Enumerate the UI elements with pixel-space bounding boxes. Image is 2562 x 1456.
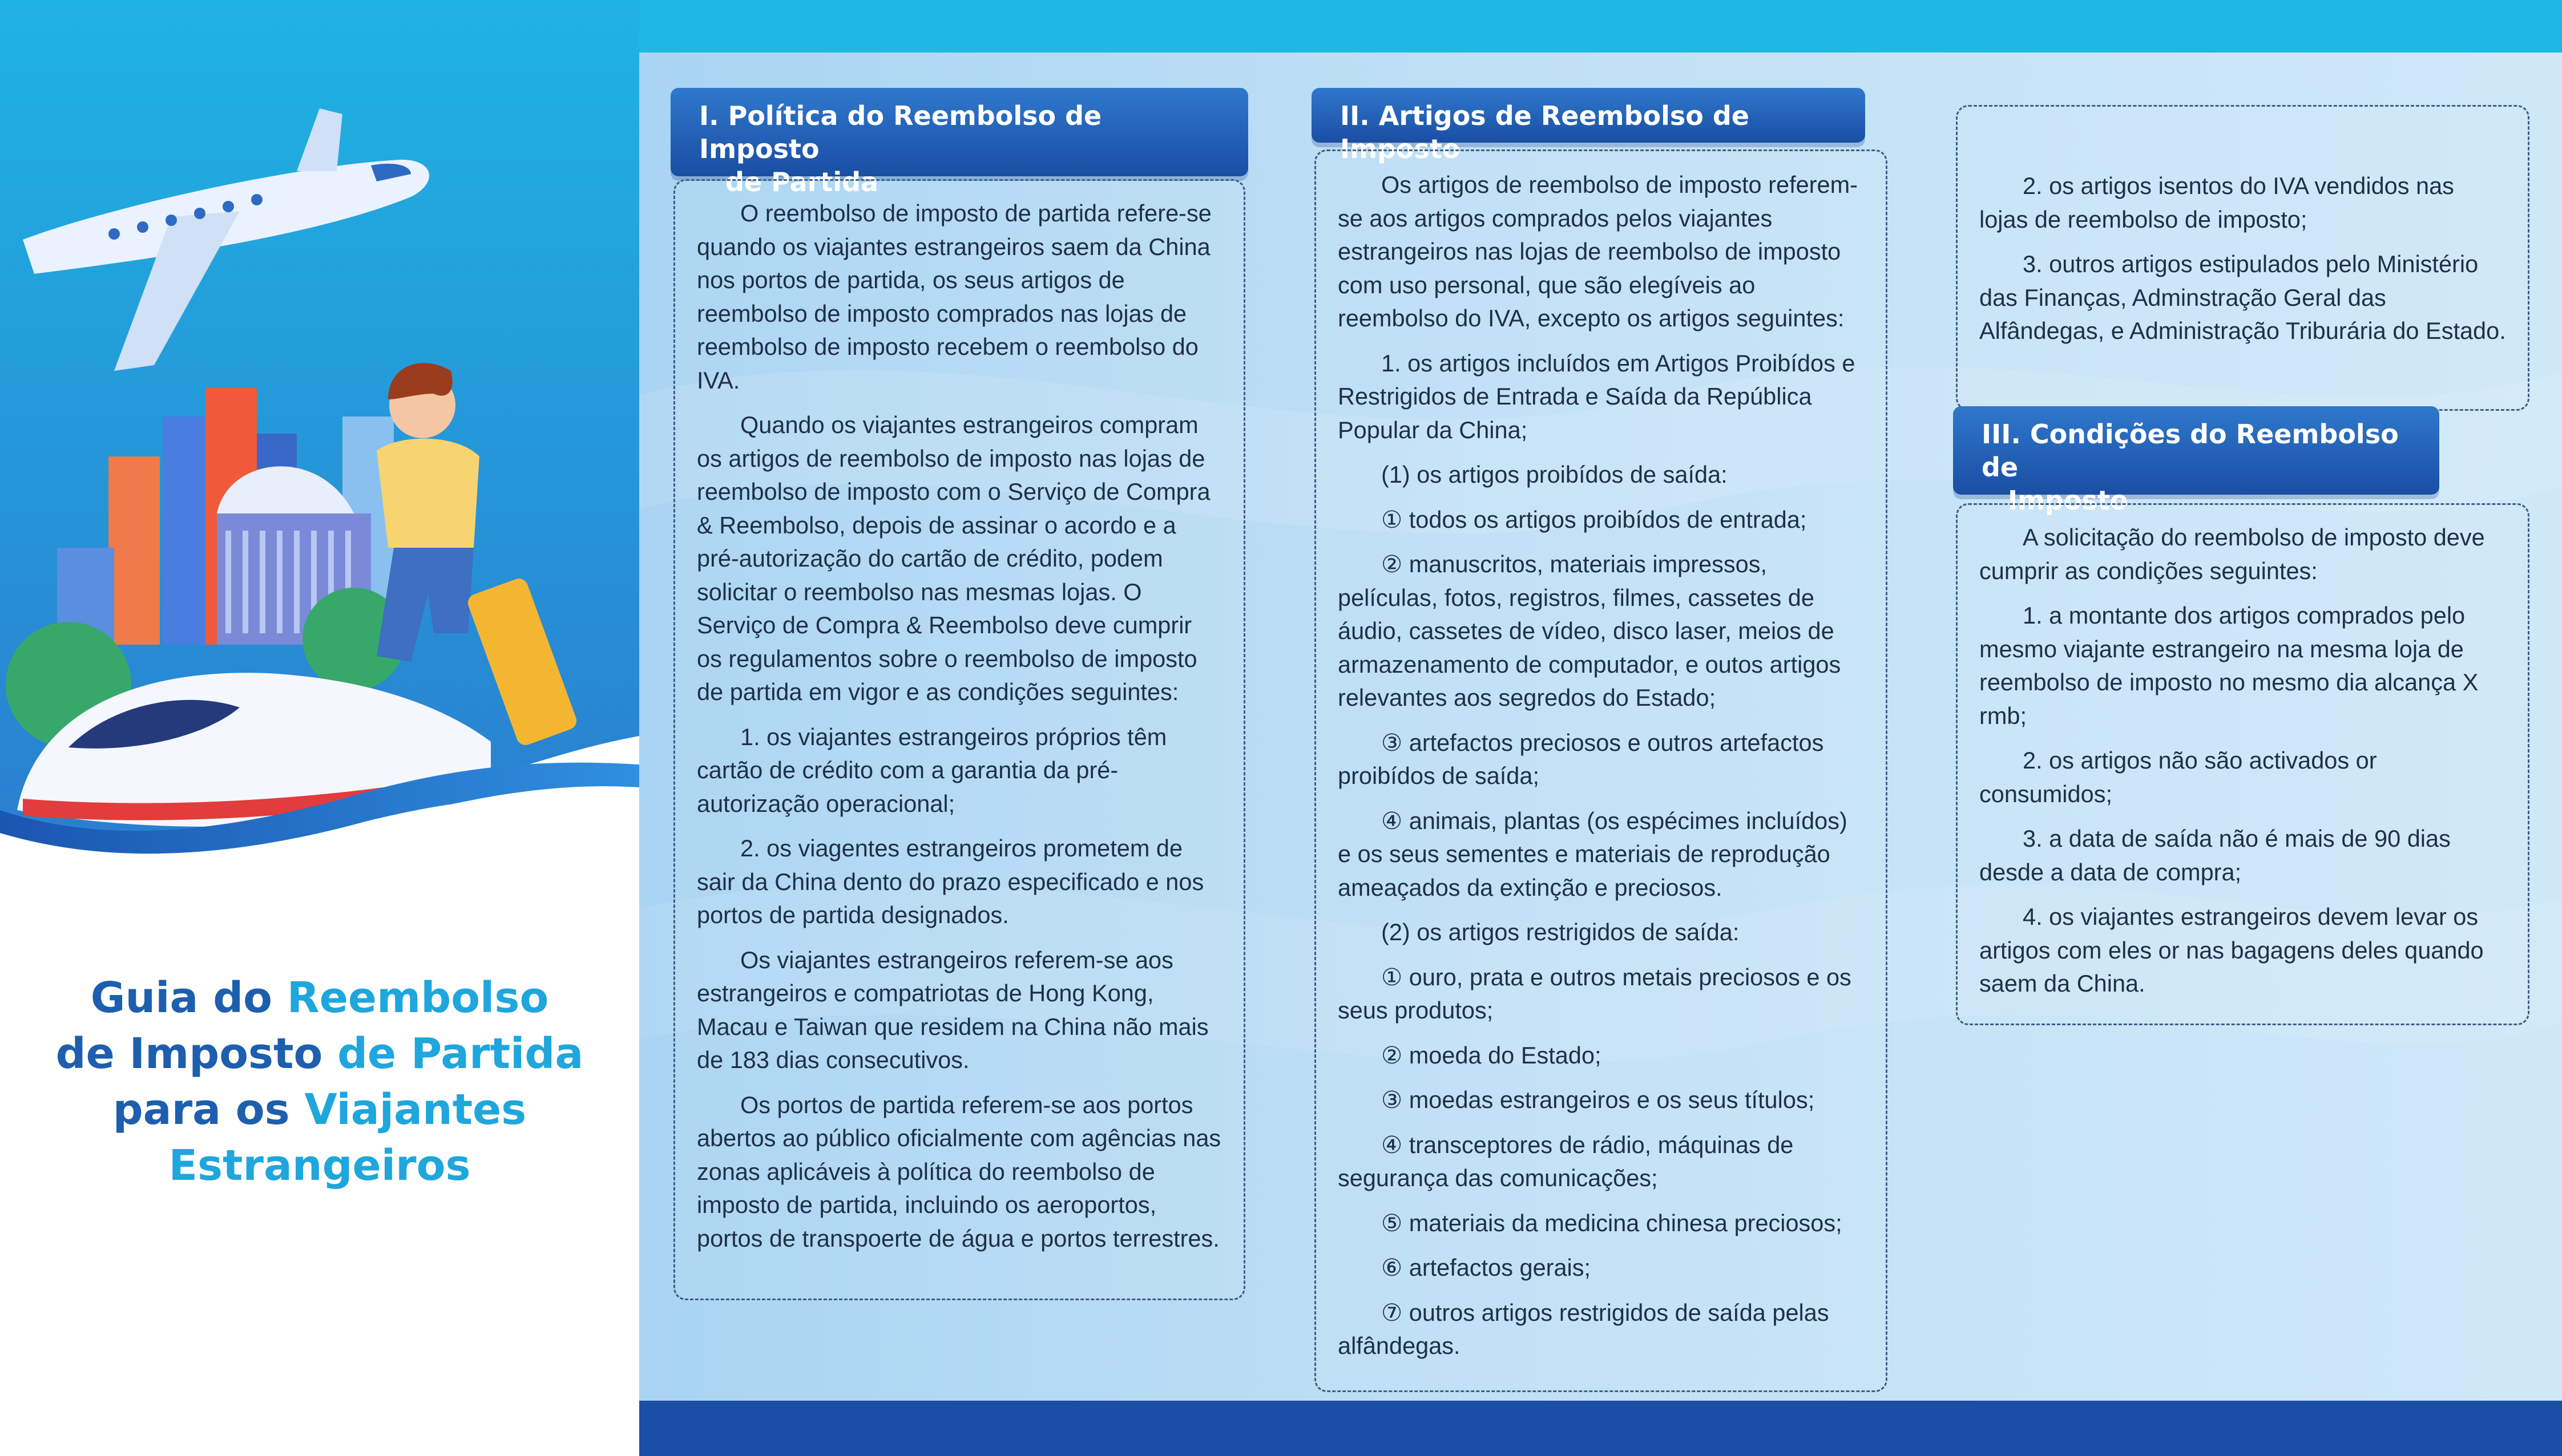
cover-title-line: para os Viajantes	[112, 1085, 527, 1134]
section1-paragraph: 1. os viajantes estrangeiros próprios têm cartão de crédito com a garantia da pré-autorização operacional;	[697, 723, 1167, 817]
section3-paragraph: 1. a montante dos artigos comprados pelo mesmo viajante estrangeiro na mesma loja de reembolso de imposto no mesmo dia alcança X rmb;	[1979, 602, 2479, 729]
section3-heading: III. Condições do Reembolso de Imposto	[1953, 406, 2439, 495]
section1-box	[673, 179, 1245, 1300]
section1-paragraph: Os viajantes estrangeiros referem-se aos estrangeiros e compatriotas de Hong Kong, Macau e Taiwan que residem na China não mais de 183 dias consecutivos.	[697, 946, 1209, 1073]
section3-paragraph: A solicitação do reembolso de imposto deve cumprir as condições seguintes:	[1979, 524, 2485, 584]
section1-heading: I. Política do Reembolso de Imposto de Partida	[671, 88, 1248, 176]
section2-paragraph: ① todos os artigos proibídos de entrada;	[1381, 505, 1807, 533]
cover-title-line: de Imposto de Partida	[55, 1029, 584, 1078]
section2-paragraph: ③ moedas estrangeiros e os seus títulos;	[1381, 1086, 1815, 1113]
section2-paragraph: (1) os artigos proibídos de saída:	[1381, 461, 1728, 488]
section2-continued-box	[1956, 105, 2529, 411]
section2-paragraph: ① ouro, prata e outros metais preciosos e os seus produtos;	[1338, 963, 1851, 1024]
section3-paragraph: 2. os artigos não são activados or consumidos;	[1979, 747, 2377, 807]
section2-paragraph: ⑤ materiais da medicina chinesa preciosos;	[1381, 1209, 1842, 1236]
section3-paragraph: 3. a data de saída não é mais de 90 dias desde a data de compra;	[1979, 825, 2451, 885]
cover-title	[23, 970, 616, 1194]
section2-paragraph: ③ artefactos preciosos e outros artefactos proibídos de saída;	[1338, 729, 1824, 789]
section3-paragraph: 4. os viajantes estrangeiros devem levar os artigos com eles or nas bagagens deles quando saem da China.	[1979, 903, 2484, 997]
top-bar	[639, 0, 2562, 52]
section2-continued-paragraph: 2. os artigos isentos do IVA vendidos nas lojas de reembolso de imposto;	[1979, 172, 2454, 233]
section2-paragraph: ② moeda do Estado;	[1381, 1041, 1601, 1069]
cover-panel	[0, 0, 639, 1456]
section2-paragraph: ④ animais, plantas (os espécimes incluídos) e os seus sementes e materiais de reprodução ameaçados da extinção e preciosos.	[1338, 807, 1847, 901]
section2-paragraph: ④ transceptores de rádio, máquinas de segurança das comunicações;	[1338, 1131, 1794, 1191]
cover-title-line: Estrangeiros	[168, 1141, 471, 1190]
content-area	[639, 52, 2562, 1401]
bottom-bar	[639, 1401, 2562, 1456]
section1-paragraph: Os portos de partida referem-se aos portos abertos ao público oficialmente com agências nas zonas aplicáveis à política do reembolso de imposto de partida, incluindo os aeroportos, portos de transpoerte de água e portos terrestres.	[697, 1091, 1221, 1252]
section2-paragraph: ② manuscritos, materiais impressos, películas, fotos, registros, filmes, cassetes de áudio, cassetes de vídeo, disco laser, meios de armazenamento de computador, e outos artigos relevantes aos segredos do Estado;	[1338, 551, 1841, 711]
section2-heading: II. Artigos de Reembolso de Imposto	[1312, 88, 1865, 143]
section1-paragraph: O reembolso de imposto de partida refere-se quando os viajantes estrangeiros saem da China nos portos de partida, os seus artigos de reembolso de imposto comprados nas lojas de reembolso de imposto recebem o reembolso do IVA.	[697, 200, 1212, 394]
cover-illustration	[0, 0, 639, 856]
section2-continued-paragraph: 3. outros artigos estipulados pelo Ministério das Finanças, Adminstração Geral das Alfândegas, e Administração Triburária do Estado.	[1979, 250, 2506, 344]
section2-paragraph: Os artigos de reembolso de imposto referem-se aos artigos comprados pelos viajantes estrangeiros nas lojas de reembolso de imposto com uso personal, que são elegíveis ao reembolso do IVA, excepto os artigos seguintes:	[1338, 171, 1858, 331]
section3-box	[1956, 503, 2529, 1025]
section2-box	[1314, 149, 1887, 1392]
section2-paragraph: 1. os artigos incluídos em Artigos Proibídos e Restrigidos de Entrada e Saída da República Popular da China;	[1338, 349, 1855, 443]
cover-title-line: Guia do Reembolso	[90, 973, 549, 1022]
section2-paragraph: (2) os artigos restrigidos de saída:	[1381, 919, 1740, 945]
section1-paragraph: 2. os viagentes estrangeiros prometem de sair da China dento do prazo especificado e nos portos de partida designados.	[697, 835, 1204, 928]
section1-paragraph: Quando os viajantes estrangeiros compram os artigos de reembolso de imposto nas lojas de reembolso de imposto com o Serviço de Compra & Reembolso, depois de assinar o acordo e a pré-autorização do cartão de crédito, podem solicitar o reembolso nas mesmas lojas. O Serviço de Compra & Reembolso deve cumprir os regulamentos sobre o reembolso de imposto de partida em vigor e as condições seguintes:	[697, 411, 1211, 705]
section2-paragraph: ⑥ artefactos gerais;	[1381, 1254, 1591, 1281]
section2-paragraph: ⑦ outros artigos restrigidos de saída pelas alfândegas.	[1338, 1299, 1829, 1359]
